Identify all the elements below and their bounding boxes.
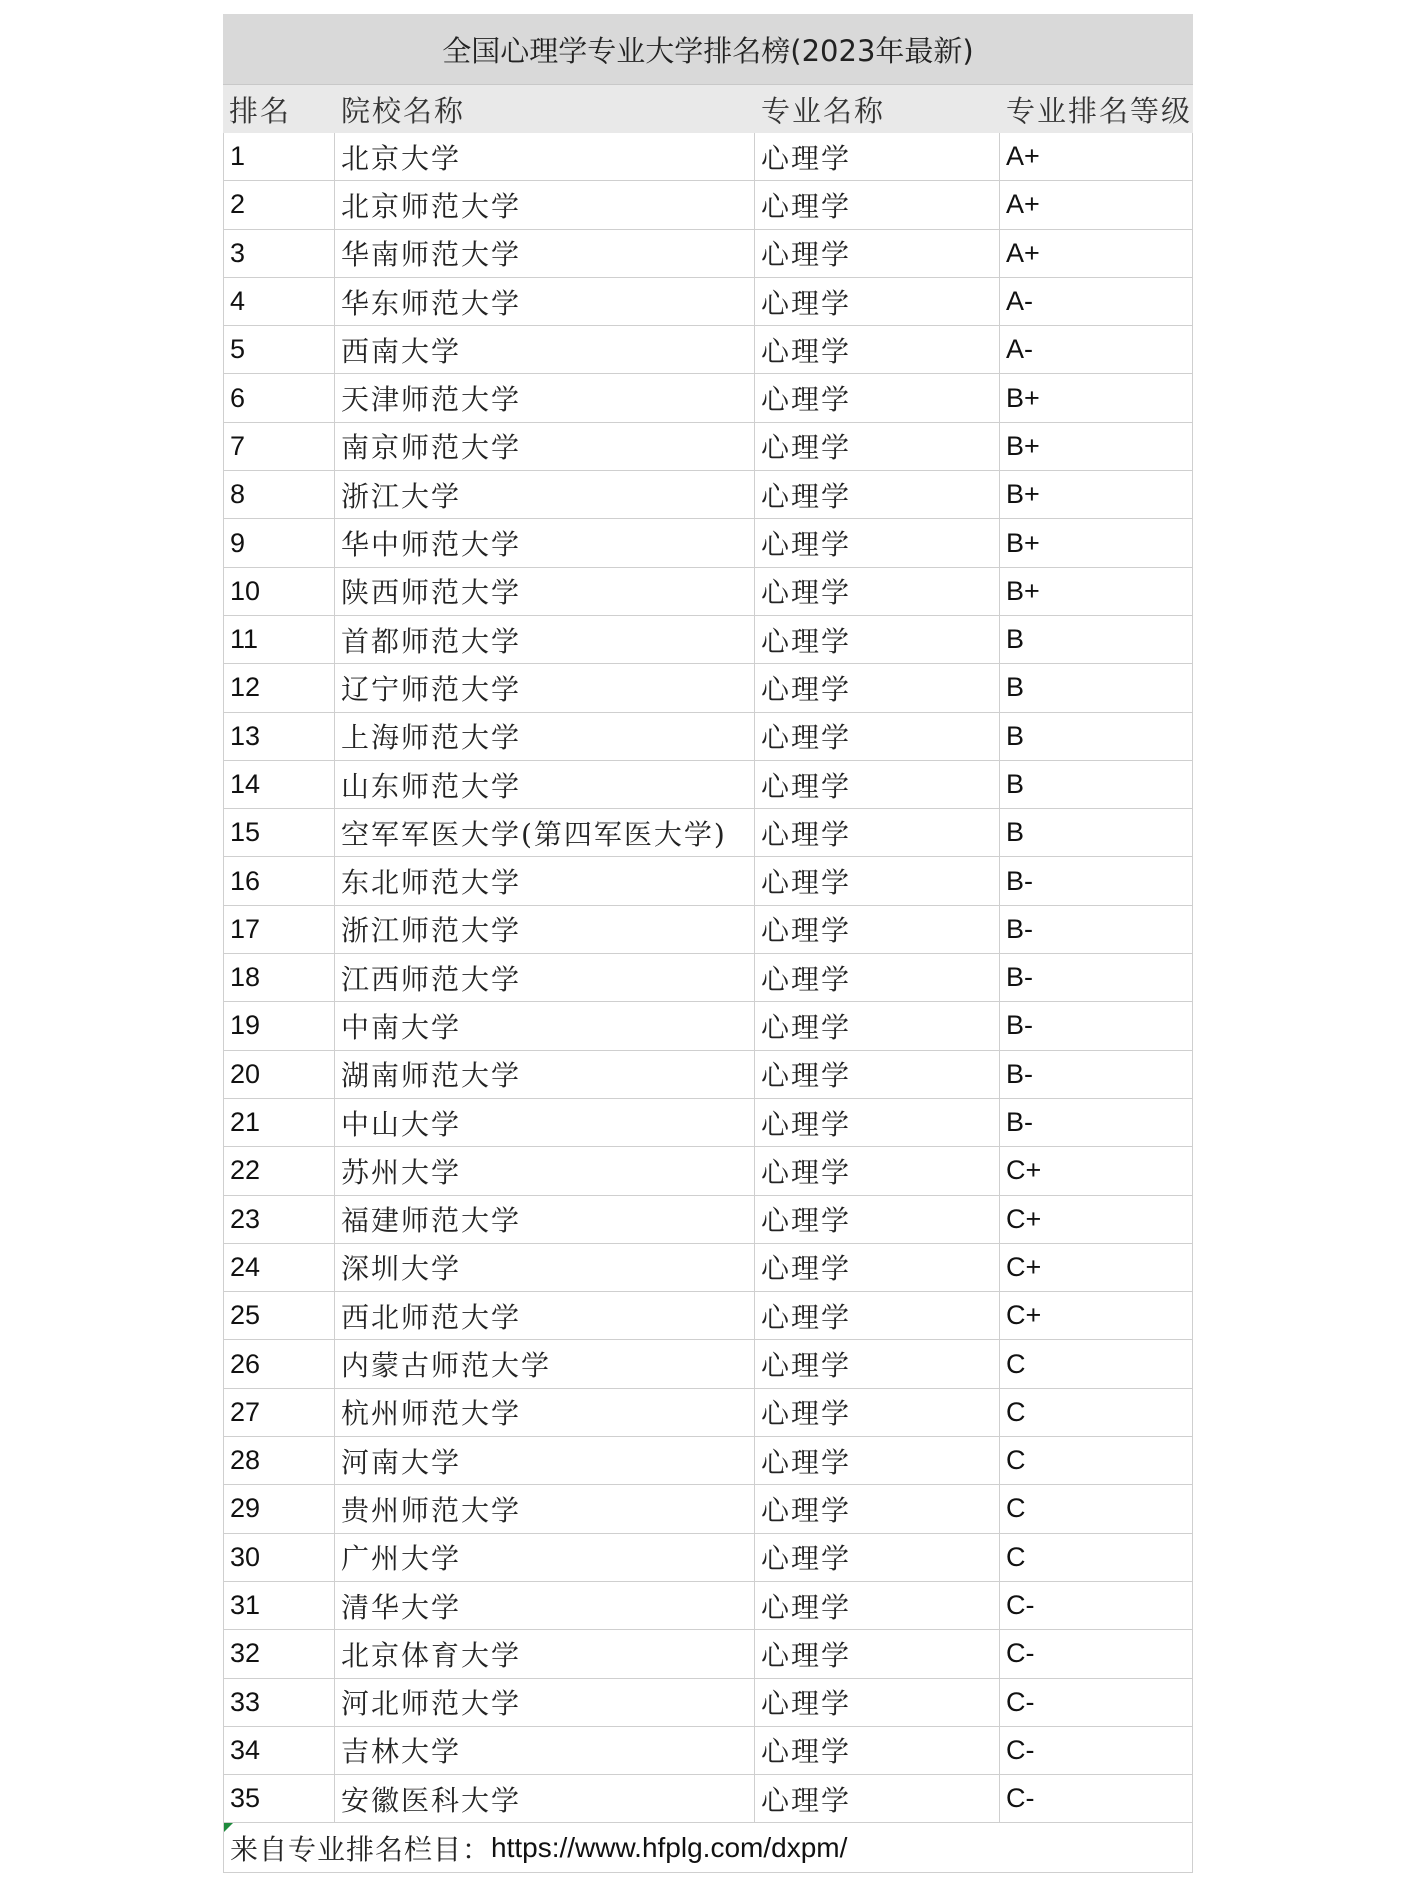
source-url[interactable]: https://www.hfplg.com/dxpm/ xyxy=(491,1831,848,1863)
cell-grade: A+ xyxy=(1000,181,1193,229)
cell-grade: B- xyxy=(1000,1099,1193,1147)
cell-rank: 23 xyxy=(223,1196,335,1244)
cell-school: 安徽医科大学 xyxy=(335,1775,755,1823)
cell-rank: 30 xyxy=(223,1534,335,1582)
cell-school: 南京师范大学 xyxy=(335,423,755,471)
cell-major: 心理学 xyxy=(755,1437,1000,1485)
header-major: 专业名称 xyxy=(761,93,886,128)
cell-rank: 8 xyxy=(223,471,335,519)
cell-major: 心理学 xyxy=(755,1051,1000,1099)
cell-grade: C+ xyxy=(1000,1244,1193,1292)
cell-rank: 9 xyxy=(223,519,335,567)
table-row xyxy=(223,1727,1193,1775)
header-school: 院校名称 xyxy=(341,93,466,128)
cell-school: 天津师范大学 xyxy=(335,374,755,422)
cell-rank: 35 xyxy=(223,1775,335,1823)
cell-school: 空军军医大学(第四军医大学) xyxy=(335,809,755,857)
table-row xyxy=(223,1437,1193,1485)
cell-rank: 28 xyxy=(223,1437,335,1485)
cell-grade: B xyxy=(1000,809,1193,857)
cell-rank: 26 xyxy=(223,1340,335,1388)
cell-rank: 14 xyxy=(223,761,335,809)
table-row xyxy=(223,1051,1193,1099)
table-row xyxy=(223,1244,1193,1292)
table-row xyxy=(223,326,1193,374)
cell-grade: B- xyxy=(1000,1002,1193,1050)
cell-school: 杭州师范大学 xyxy=(335,1389,755,1437)
table-row xyxy=(223,761,1193,809)
table-title: 全国心理学专业大学排名榜(2023年最新) xyxy=(223,14,1193,85)
source-label: 来自专业排名栏目： xyxy=(230,1832,492,1866)
table-row xyxy=(223,519,1193,567)
cell-major: 心理学 xyxy=(755,1147,1000,1195)
cell-school: 上海师范大学 xyxy=(335,713,755,761)
table-row xyxy=(223,374,1193,422)
cell-grade: B- xyxy=(1000,906,1193,954)
cell-major: 心理学 xyxy=(755,906,1000,954)
cell-school: 北京师范大学 xyxy=(335,181,755,229)
cell-grade: A- xyxy=(1000,278,1193,326)
cell-rank: 25 xyxy=(223,1292,335,1340)
table-row xyxy=(223,1292,1193,1340)
cell-grade: C xyxy=(1000,1389,1193,1437)
cell-grade: B- xyxy=(1000,954,1193,1002)
cell-grade: C xyxy=(1000,1340,1193,1388)
cell-grade: C xyxy=(1000,1437,1193,1485)
header-rank: 排名 xyxy=(229,93,292,128)
cell-rank: 16 xyxy=(223,857,335,905)
cell-rank: 24 xyxy=(223,1244,335,1292)
cell-major: 心理学 xyxy=(755,278,1000,326)
cell-school: 东北师范大学 xyxy=(335,857,755,905)
cell-grade: C- xyxy=(1000,1727,1193,1775)
cell-grade: B- xyxy=(1000,857,1193,905)
cell-grade: A+ xyxy=(1000,230,1193,278)
cell-school: 北京体育大学 xyxy=(335,1630,755,1678)
table-row xyxy=(223,133,1193,181)
cell-rank: 33 xyxy=(223,1679,335,1727)
cell-grade: C- xyxy=(1000,1775,1193,1823)
cell-school: 内蒙古师范大学 xyxy=(335,1340,755,1388)
table-row xyxy=(223,230,1193,278)
table-row xyxy=(223,1775,1193,1823)
cell-grade: C+ xyxy=(1000,1292,1193,1340)
cell-major: 心理学 xyxy=(755,230,1000,278)
cell-school: 华南师范大学 xyxy=(335,230,755,278)
cell-school: 中山大学 xyxy=(335,1099,755,1147)
table-row xyxy=(223,1340,1193,1388)
table-row xyxy=(223,1389,1193,1437)
cell-school: 北京大学 xyxy=(335,133,755,181)
table-row xyxy=(223,713,1193,761)
cell-major: 心理学 xyxy=(755,1727,1000,1775)
cell-rank: 6 xyxy=(223,374,335,422)
ranking-sheet xyxy=(223,14,1193,1873)
cell-school: 华东师范大学 xyxy=(335,278,755,326)
cell-grade: C xyxy=(1000,1534,1193,1582)
table-row xyxy=(223,1002,1193,1050)
cell-school: 深圳大学 xyxy=(335,1244,755,1292)
cell-major: 心理学 xyxy=(755,423,1000,471)
cell-school: 河南大学 xyxy=(335,1437,755,1485)
cell-major: 心理学 xyxy=(755,809,1000,857)
cell-major: 心理学 xyxy=(755,326,1000,374)
cell-school: 浙江师范大学 xyxy=(335,906,755,954)
cell-school: 首都师范大学 xyxy=(335,616,755,664)
cell-school: 苏州大学 xyxy=(335,1147,755,1195)
cell-major: 心理学 xyxy=(755,954,1000,1002)
cell-rank: 12 xyxy=(223,664,335,712)
cell-rank: 13 xyxy=(223,713,335,761)
cell-major: 心理学 xyxy=(755,1196,1000,1244)
table-row xyxy=(223,1196,1193,1244)
cell-grade: B+ xyxy=(1000,423,1193,471)
cell-school: 西北师范大学 xyxy=(335,1292,755,1340)
table-row xyxy=(223,1147,1193,1195)
source-footer xyxy=(223,1823,1193,1873)
cell-grade: A+ xyxy=(1000,133,1193,181)
table-row xyxy=(223,1630,1193,1678)
cell-major: 心理学 xyxy=(755,1679,1000,1727)
table-row xyxy=(223,1679,1193,1727)
cell-school: 江西师范大学 xyxy=(335,954,755,1002)
cell-grade: B+ xyxy=(1000,568,1193,616)
cell-rank: 29 xyxy=(223,1485,335,1533)
cell-rank: 18 xyxy=(223,954,335,1002)
cell-rank: 22 xyxy=(223,1147,335,1195)
cell-rank: 1 xyxy=(223,133,335,181)
header-grade: 专业排名等级 xyxy=(1006,93,1193,128)
cell-major: 心理学 xyxy=(755,1485,1000,1533)
cell-major: 心理学 xyxy=(755,374,1000,422)
cell-major: 心理学 xyxy=(755,471,1000,519)
table-row xyxy=(223,1099,1193,1147)
table-body xyxy=(223,133,1193,1823)
cell-major: 心理学 xyxy=(755,519,1000,567)
cell-rank: 19 xyxy=(223,1002,335,1050)
cell-grade: C- xyxy=(1000,1582,1193,1630)
cell-rank: 17 xyxy=(223,906,335,954)
table-row xyxy=(223,664,1193,712)
cell-grade: C- xyxy=(1000,1679,1193,1727)
table-row xyxy=(223,423,1193,471)
cell-rank: 34 xyxy=(223,1727,335,1775)
cell-school: 福建师范大学 xyxy=(335,1196,755,1244)
cell-major: 心理学 xyxy=(755,616,1000,664)
table-row xyxy=(223,181,1193,229)
cell-grade: C xyxy=(1000,1485,1193,1533)
cell-major: 心理学 xyxy=(755,133,1000,181)
cell-grade: C+ xyxy=(1000,1147,1193,1195)
cell-school: 辽宁师范大学 xyxy=(335,664,755,712)
cell-grade: B+ xyxy=(1000,374,1193,422)
table-row xyxy=(223,906,1193,954)
cell-major: 心理学 xyxy=(755,1630,1000,1678)
cell-major: 心理学 xyxy=(755,1775,1000,1823)
cell-major: 心理学 xyxy=(755,181,1000,229)
cell-major: 心理学 xyxy=(755,1582,1000,1630)
cell-school: 陕西师范大学 xyxy=(335,568,755,616)
table-row xyxy=(223,809,1193,857)
cell-major: 心理学 xyxy=(755,568,1000,616)
cell-grade: B xyxy=(1000,616,1193,664)
cell-rank: 10 xyxy=(223,568,335,616)
table-row xyxy=(223,954,1193,1002)
cell-major: 心理学 xyxy=(755,1389,1000,1437)
cell-rank: 27 xyxy=(223,1389,335,1437)
cell-rank: 3 xyxy=(223,230,335,278)
cell-major: 心理学 xyxy=(755,713,1000,761)
table-row xyxy=(223,278,1193,326)
cell-school: 广州大学 xyxy=(335,1534,755,1582)
cell-grade: A- xyxy=(1000,326,1193,374)
cell-major: 心理学 xyxy=(755,1534,1000,1582)
table-row xyxy=(223,1582,1193,1630)
cell-school: 贵州师范大学 xyxy=(335,1485,755,1533)
cell-major: 心理学 xyxy=(755,664,1000,712)
table-header-row xyxy=(223,85,1193,133)
table-row xyxy=(223,471,1193,519)
cell-comment-marker-icon xyxy=(224,1823,233,1832)
cell-grade: B- xyxy=(1000,1051,1193,1099)
cell-major: 心理学 xyxy=(755,1002,1000,1050)
cell-school: 中南大学 xyxy=(335,1002,755,1050)
cell-school: 河北师范大学 xyxy=(335,1679,755,1727)
cell-school: 华中师范大学 xyxy=(335,519,755,567)
cell-major: 心理学 xyxy=(755,761,1000,809)
cell-major: 心理学 xyxy=(755,1099,1000,1147)
cell-rank: 4 xyxy=(223,278,335,326)
cell-rank: 32 xyxy=(223,1630,335,1678)
cell-major: 心理学 xyxy=(755,1244,1000,1292)
cell-school: 山东师范大学 xyxy=(335,761,755,809)
cell-rank: 11 xyxy=(223,616,335,664)
cell-major: 心理学 xyxy=(755,1292,1000,1340)
cell-grade: B xyxy=(1000,761,1193,809)
table-row xyxy=(223,616,1193,664)
table-row xyxy=(223,568,1193,616)
cell-grade: B xyxy=(1000,664,1193,712)
cell-grade: C+ xyxy=(1000,1196,1193,1244)
cell-school: 清华大学 xyxy=(335,1582,755,1630)
cell-grade: B+ xyxy=(1000,519,1193,567)
table-row xyxy=(223,1485,1193,1533)
cell-school: 吉林大学 xyxy=(335,1727,755,1775)
table-row xyxy=(223,1534,1193,1582)
cell-grade: B+ xyxy=(1000,471,1193,519)
cell-school: 西南大学 xyxy=(335,326,755,374)
cell-grade: C- xyxy=(1000,1630,1193,1678)
cell-major: 心理学 xyxy=(755,857,1000,905)
table-row xyxy=(223,857,1193,905)
cell-grade: B xyxy=(1000,713,1193,761)
cell-rank: 31 xyxy=(223,1582,335,1630)
cell-rank: 15 xyxy=(223,809,335,857)
cell-school: 浙江大学 xyxy=(335,471,755,519)
cell-rank: 21 xyxy=(223,1099,335,1147)
cell-school: 湖南师范大学 xyxy=(335,1051,755,1099)
cell-rank: 5 xyxy=(223,326,335,374)
cell-rank: 20 xyxy=(223,1051,335,1099)
cell-major: 心理学 xyxy=(755,1340,1000,1388)
cell-rank: 2 xyxy=(223,181,335,229)
cell-rank: 7 xyxy=(223,423,335,471)
